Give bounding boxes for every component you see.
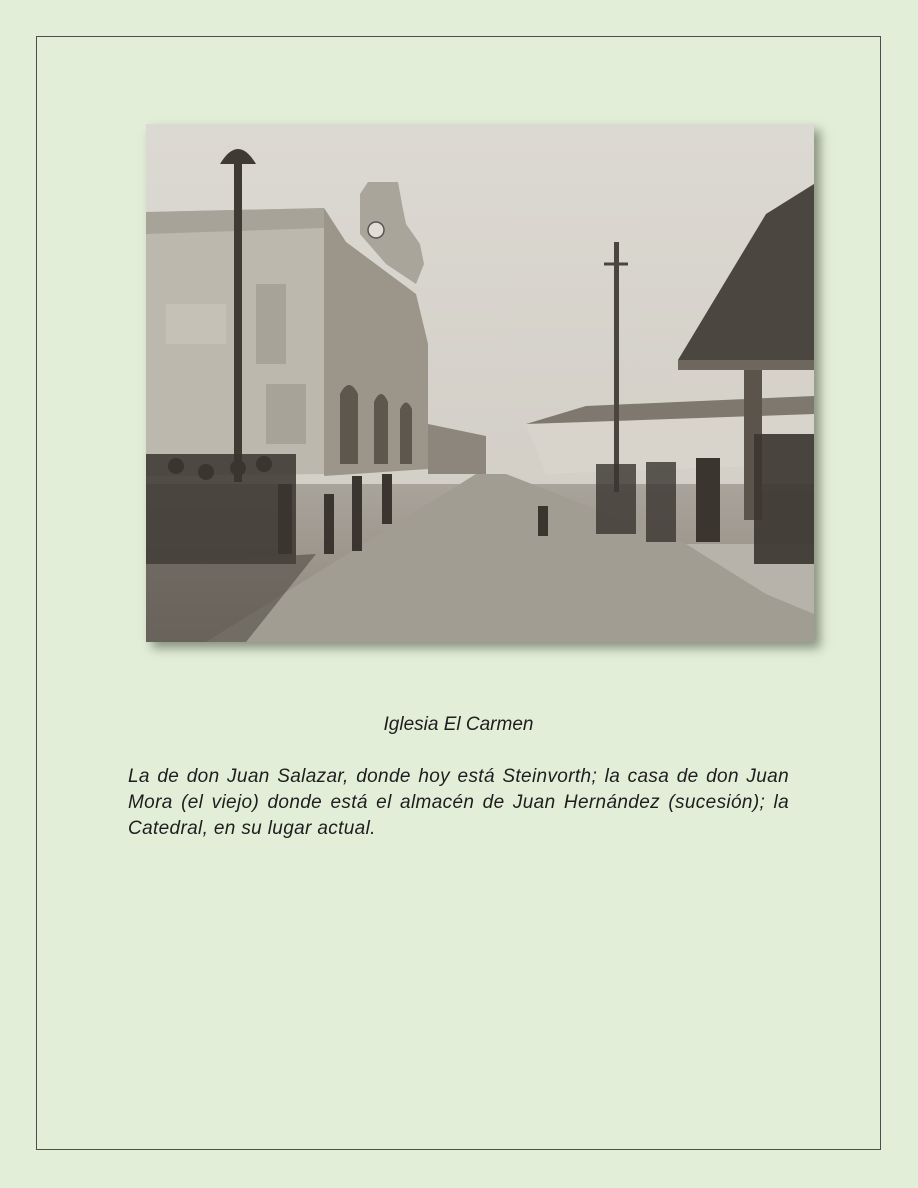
photo-caption: Iglesia El Carmen	[383, 714, 534, 735]
description-paragraph: La de don Juan Salazar, donde hoy está Steinvorth; la casa de don Juan Mora (el viejo) donde está el almacén de Juan Hernández (sucesión); la Catedral, en su lugar actual.	[128, 766, 789, 839]
photo-illustration	[146, 124, 814, 642]
historic-photograph	[146, 124, 814, 642]
